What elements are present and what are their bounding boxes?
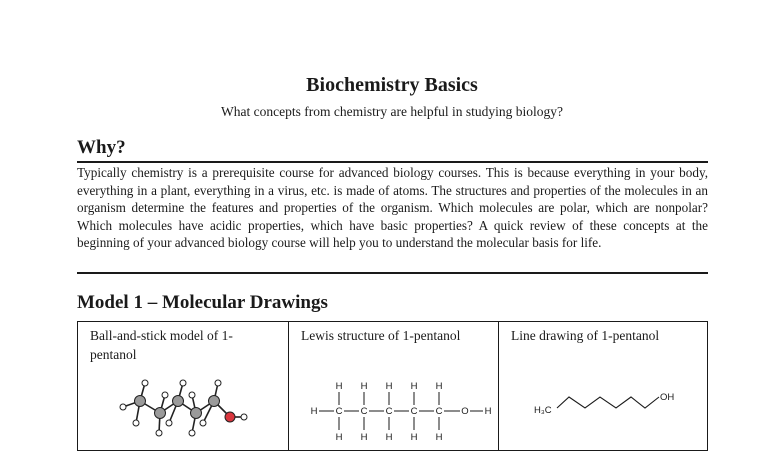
- why-bottom-rule: [77, 272, 708, 274]
- hydrogen-ball: [180, 380, 186, 386]
- hydrogen-ball: [241, 414, 247, 420]
- lewis-label: Lewis structure of 1-pentanol: [301, 328, 461, 343]
- line-drawing-label: Line drawing of 1-pentanol: [511, 328, 660, 343]
- why-top-rule: [77, 161, 708, 163]
- carbon-atom: C: [360, 406, 368, 417]
- ball-and-stick-model: [78, 322, 288, 452]
- hydrogen-ball: [156, 430, 162, 436]
- line-drawing: [499, 322, 709, 452]
- lewis-structure: [289, 322, 499, 452]
- carbon-ball: [135, 396, 146, 407]
- hydrogen-atom: H: [385, 381, 393, 392]
- hydrogen-ball: [189, 392, 195, 398]
- carbon-ball: [209, 396, 220, 407]
- hydrogen-ball: [133, 420, 139, 426]
- hydrogen-atom: H: [360, 381, 368, 392]
- hydrogen-ball: [162, 392, 168, 398]
- model1-heading: Model 1 – Molecular Drawings: [77, 292, 328, 313]
- hydrogen-atom: H: [484, 406, 492, 417]
- hydrogen-atom: H: [385, 432, 393, 443]
- hydrogen-atom: H: [335, 381, 343, 392]
- carbon-ball: [191, 408, 202, 419]
- hydrogen-atom: H: [435, 432, 443, 443]
- page-subtitle: What concepts from chemistry are helpful in studying biology?: [221, 104, 563, 119]
- hydrogen-ball: [215, 380, 221, 386]
- why-heading: Why?: [77, 137, 126, 158]
- carbon-ball: [155, 408, 166, 419]
- hydrogen-atom: H: [360, 432, 368, 443]
- carbon-ball: [173, 396, 184, 407]
- carbon-chain-line: [557, 397, 659, 408]
- hydrogen-atom: H: [335, 432, 343, 443]
- carbon-atom: C: [385, 406, 393, 417]
- hydrogen-atom: H: [410, 381, 418, 392]
- ball-and-stick-label: Ball-and-stick model of 1-pentanol: [90, 328, 233, 362]
- model1-table: [77, 321, 708, 451]
- hydrogen-atom: H: [410, 432, 418, 443]
- line-drawing-cell: [498, 322, 707, 450]
- page-title: Biochemistry Basics: [306, 74, 478, 96]
- why-paragraph: Typically chemistry is a prerequisite course for advanced biology courses. This is because everything in your body, everything in a plant, everything in a virus, etc. is made of atoms. The structures and properties of the molecules in an organism determine the features and properties of the organism. Which molecules are polar, which are nonpolar? Which molecules have acidic properties, which have basic properties? A quick review of these concepts at the beginning of your advanced biology course will help you to understand the molecular basis for life.: [77, 165, 708, 250]
- hydrogen-ball: [189, 430, 195, 436]
- oxygen-ball: [225, 412, 235, 422]
- hydrogen-ball: [200, 420, 206, 426]
- carbon-atom: C: [410, 406, 418, 417]
- ball-and-stick-cell: [78, 322, 288, 450]
- hydrogen-atom: H: [310, 406, 318, 417]
- hydrogen-ball: [142, 380, 148, 386]
- hydrogen-atom: H: [435, 381, 443, 392]
- hydrogen-ball: [120, 404, 126, 410]
- carbon-atom: C: [435, 406, 443, 417]
- carbon-atom: C: [335, 406, 343, 417]
- hydroxyl-label: OH: [660, 392, 675, 403]
- lewis-cell: [288, 322, 498, 450]
- oxygen-atom: O: [461, 406, 469, 417]
- hydrogen-ball: [166, 420, 172, 426]
- methyl-label: H₃C: [534, 405, 552, 416]
